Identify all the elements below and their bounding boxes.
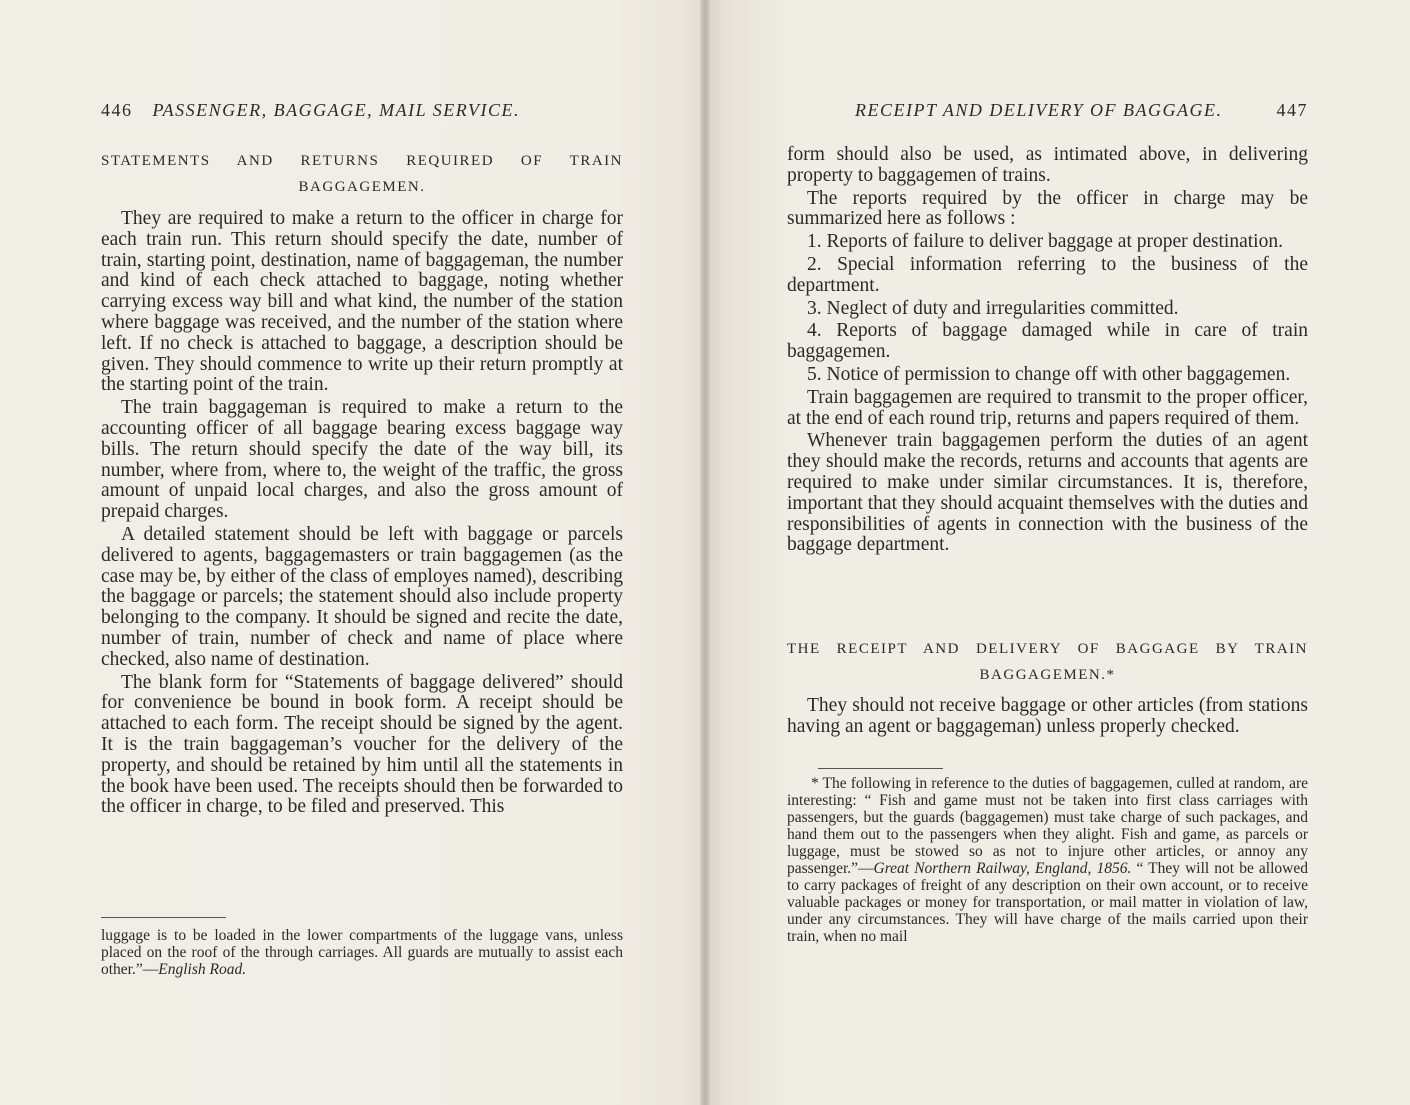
report-item-4: 4. Reports of baggage damaged while in care of train baggagemen.: [787, 320, 1308, 363]
left-footnote: [101, 927, 623, 978]
report-item-1: 1. Reports of failure to deliver baggage at proper destination.: [807, 231, 1283, 253]
left-heading-line1: STATEMENTS AND RETURNS REQUIRED OF TRAIN: [101, 153, 623, 169]
left-paragraph-1: They are required to make a return to the officer in charge for each train run. This return should specify the date, number of train, starting point, destination, name of baggageman, the number and kind of each check attached to baggage, noting whether carrying excess way bill and what kind, the number of the station where baggage was received, and the number of the station where left. If no check is attached to baggage, a description should be given. They should commence to write up their return promptly at the starting point of the train.: [101, 208, 623, 396]
right-running-title: RECEIPT AND DELIVERY OF BAGGAGE.: [855, 100, 1223, 120]
report-item-5: 5. Notice of permission to change off with other baggagemen.: [807, 363, 1291, 385]
left-paragraph-2: The train baggageman is required to make a return to the accounting officer of all baggage bearing excess baggage way bills. The return should specify the date of the way bill, its number, where from, where to, the weight of the traffic, the gross amount of unpaid local charges, and also the gross amount of prepaid charges.: [101, 397, 623, 523]
right-footnote-part2: “ They will not be allowed to carry packages of freight of any description on their own account, or to receive valuable packages or money for transportation, or mail matter in violation of law, under any circumstances. They will have charge of the mails carried upon their train, when no mail: [787, 860, 1308, 945]
right-footnote-source: Great Northern Railway, England, 1856.: [873, 860, 1132, 877]
right-paragraph-2: Whenever train baggagemen perform the duties of an agent they should make the records, returns and accounts that agents are required to make under similar circumstances. It is, therefore, important that they should acquaint themselves with the duties and responsibilities of agents in connection with the business of the baggage department.: [787, 430, 1308, 556]
right-page-number: 447: [1276, 100, 1308, 120]
right-paragraph-1: Train baggagemen are required to transmit to the proper officer, at the end of each round trip, returns and papers required of them.: [787, 386, 1308, 429]
right-final-text: [787, 696, 1308, 740]
right-footnote: [787, 775, 1308, 945]
book-gutter: [700, 0, 710, 1105]
left-footnote-source: English Road.: [158, 961, 247, 978]
right-section-heading: [787, 636, 1308, 688]
left-body-text: [101, 209, 623, 820]
left-paragraph-3: A detailed statement should be left with baggage or parcels delivered to agents, baggagemasters or train baggagemen (as the case may be, by either of the class of employes named), describing the baggage or parcels; the statement should also include property belonging to the company. It should be signed and recite the date, number of train, number of check and name of place where checked, also name of destination.: [101, 523, 623, 670]
left-running-head: [101, 100, 623, 121]
right-footnote-part1: * The following in reference to the duties of baggagemen, culled at random, are interesting: “ Fish and game must not be taken into first class carriages with passengers, but the guards (baggagemen) must take charge of such packages, and hand them out to the passengers when they alight. Fish and game, as parcels or luggage, must be stowed so as not to injure other articles, or annoy any passenger.”—: [787, 775, 1308, 877]
left-running-title: PASSENGER, BAGGAGE, MAIL SERVICE.: [152, 100, 520, 120]
left-paragraph-4: The blank form for “Statements of baggage delivered” should for convenience be bound in book form. A receipt should be attached to each form. The receipt should be signed by the agent. It is the train baggageman’s voucher for the delivery of the property, and should be retained by him until all the statements in the book have been used. The receipts should then be forwarded to the officer in charge, to be filed and preserved. This: [101, 671, 623, 818]
left-section-heading: [101, 148, 623, 200]
left-footnote-rule: [101, 917, 226, 918]
right-intro: The reports required by the officer in charge may be summarized here as follows :: [787, 187, 1308, 230]
right-body-text: [787, 145, 1308, 558]
left-footnote-text: luggage is to be loaded in the lower compartments of the luggage vans, unless placed on the roof of the through carriages. All guards are mutually to assist each other.”—: [101, 927, 623, 978]
right-continuation: form should also be used, as intimated above, in delivering property to baggagemen of trains.: [787, 144, 1308, 186]
left-heading-line2: BAGGAGEMEN.: [298, 179, 426, 195]
right-final-paragraph: They should not receive baggage or other articles (from stations having an agent or baggageman) unless properly checked.: [787, 695, 1308, 737]
right-heading-line1: THE RECEIPT AND DELIVERY OF BAGGAGE BY TRAIN: [787, 641, 1308, 657]
right-footnote-rule: [818, 768, 943, 769]
right-heading-line2: BAGGAGEMEN.*: [979, 667, 1116, 683]
report-item-3: 3. Neglect of duty and irregularities committed.: [807, 297, 1179, 319]
left-page-number: 446: [101, 100, 133, 120]
right-running-head: [855, 100, 1308, 121]
report-item-2: 2. Special information referring to the business of the department.: [787, 253, 1308, 296]
